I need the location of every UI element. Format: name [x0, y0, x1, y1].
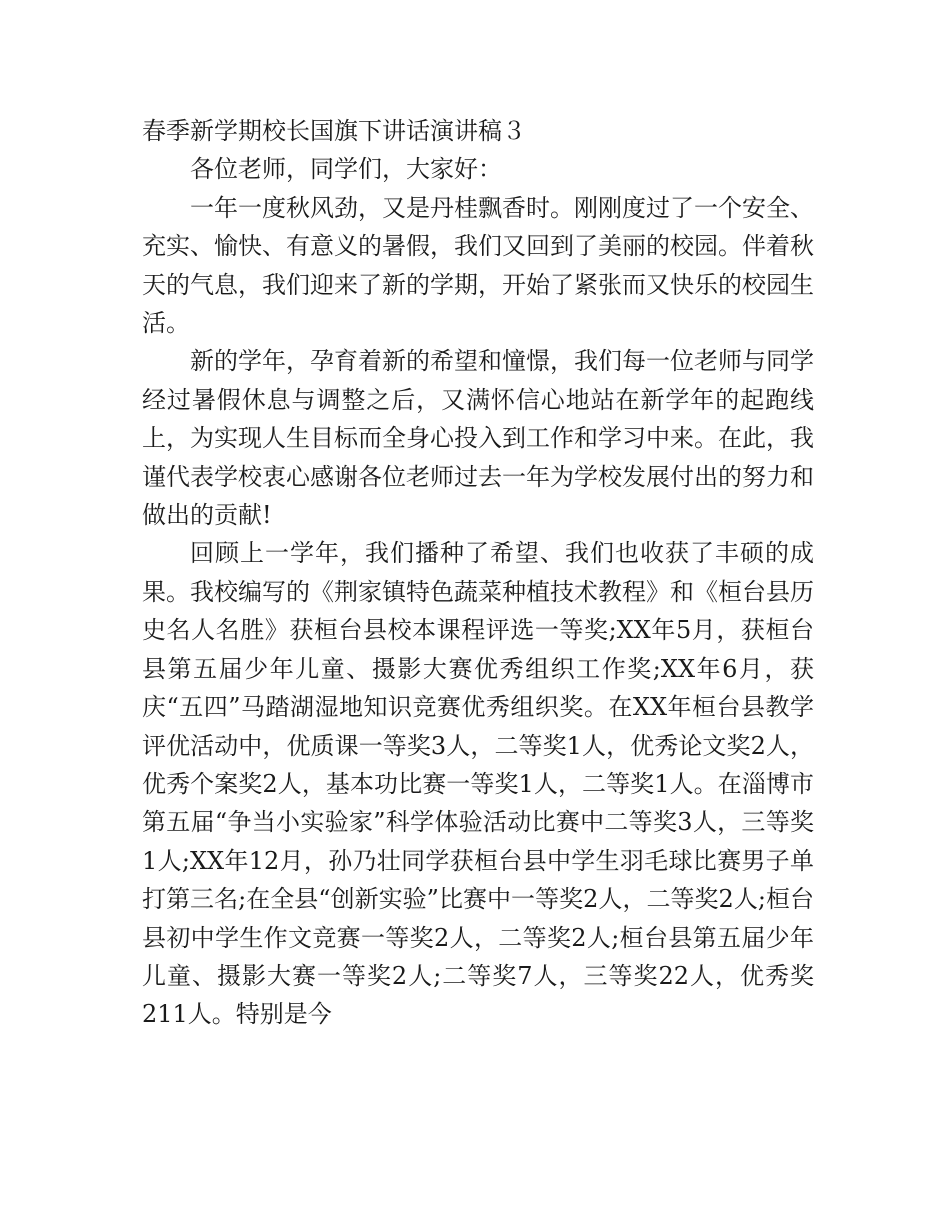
paragraph-greeting: 各位老师，同学们，大家好： — [190, 155, 502, 184]
paragraph-new-year: 新的学年，孕育着新的希望和憧憬，我们每一位老师与同学经过暑假休息与调整之后，又满怀信心地站在新学年的起跑线上，为实现人生目标而全身心投入到工作和学习中来。在此，我谨代表学校衷心感谢各位老师过去一年为学校发展付出的努力和做出的贡献! — [142, 347, 814, 530]
document-title: 春季新学期校长国旗下讲话演讲稿３ — [142, 117, 526, 145]
paragraph-intro: 一年一度秋风劲，又是丹桂飘香时。刚刚度过了一个安全、充实、愉快、有意义的暑假，我们又回到了美丽的校园。伴着秋天的气息，我们迎来了新的学期，开始了紧张而又快乐的校园生活。 — [142, 193, 814, 338]
paragraph-achievements: 回顾上一学年，我们播种了希望、我们也收获了丰硕的成果。我校编写的《荆家镇特色蔬菜种植技术教程》和《桓台县历史名人名胜》获桓台县校本课程评选一等奖;XX年5月，获桓台县第五届少年儿童、摄影大赛优秀组织工作奖;XX年6月，获庆“五四”马踏湖湿地知识竞赛优秀组织奖。在XX年桓台县教学评优活动中，优质课一等奖3人，二等奖1人，优秀论文奖2人，优秀个案奖2人，基本功比赛一等奖1人，二等奖1人。在淄博市第五届“争当小实验家”科学体验活动比赛中二等奖3人，三等奖1人;XX年12月，孙乃壮同学获桓台县中学生羽毛球比赛男子单打第三名;在全县“创新实验”比赛中一等奖2人，二等奖2人;桓台县初中学生作文竞赛一等奖2人，二等奖2人;桓台县第五届少年儿童、摄影大赛一等奖2人;二等奖7人，三等奖22人，优秀奖211人。特别是今 — [142, 539, 814, 1029]
document-body — [142, 112, 814, 1034]
